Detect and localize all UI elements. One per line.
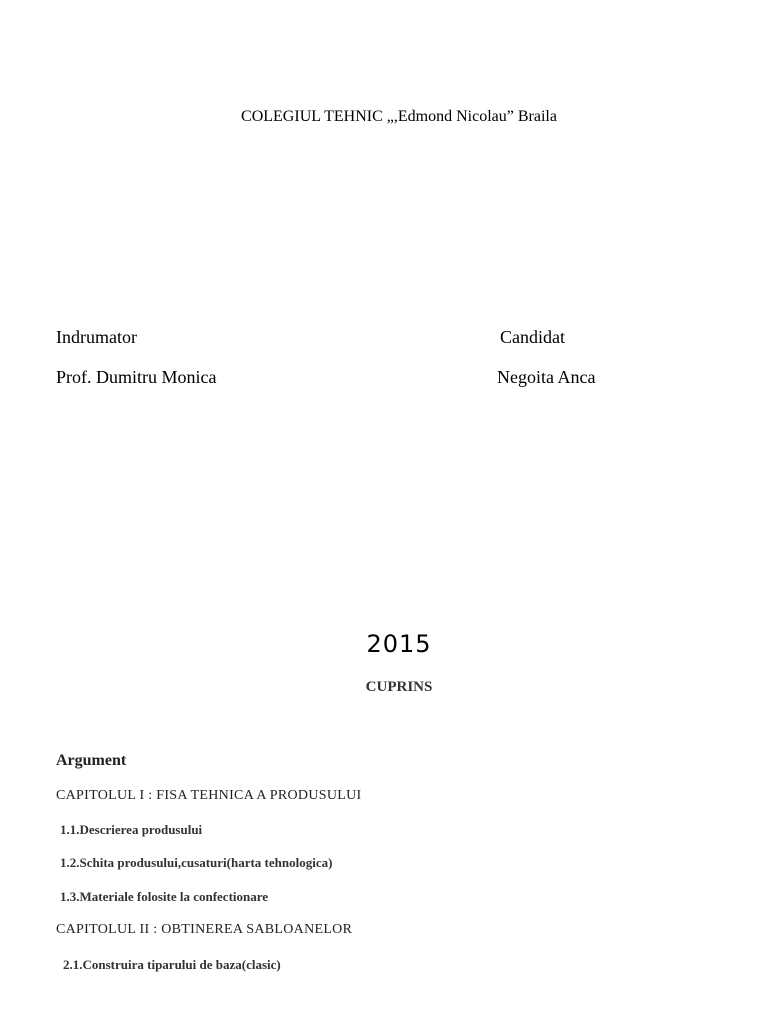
advisor-label: Indrumator: [56, 327, 137, 347]
toc-item-1-3: 1.3.Materiale folosite la confectionare: [60, 889, 269, 904]
toc-argument: Argument: [56, 752, 127, 769]
toc-chapter-2: CAPITOLUL II : OBTINEREA SABLOANELOR: [56, 922, 353, 937]
advisor-name: Prof. Dumitru Monica: [56, 367, 217, 387]
candidate-name: Negoita Anca: [497, 367, 596, 387]
toc-item-2-1: 2.1.Construira tiparului de baza(clasic): [63, 957, 281, 972]
year: 2015: [366, 630, 432, 658]
college-name: COLEGIUL TEHNIC „,Edmond Nicolau” Braila: [241, 108, 557, 125]
toc-item-1-2: 1.2.Schita produsului,cusaturi(harta tehnologica): [60, 855, 333, 870]
toc-chapter-1: CAPITOLUL I : FISA TEHNICA A PRODUSULUI: [56, 788, 362, 803]
toc-item-1-1: 1.1.Descrierea produsului: [60, 822, 203, 837]
toc-title: CUPRINS: [365, 679, 433, 695]
candidate-label: Candidat: [500, 327, 565, 347]
